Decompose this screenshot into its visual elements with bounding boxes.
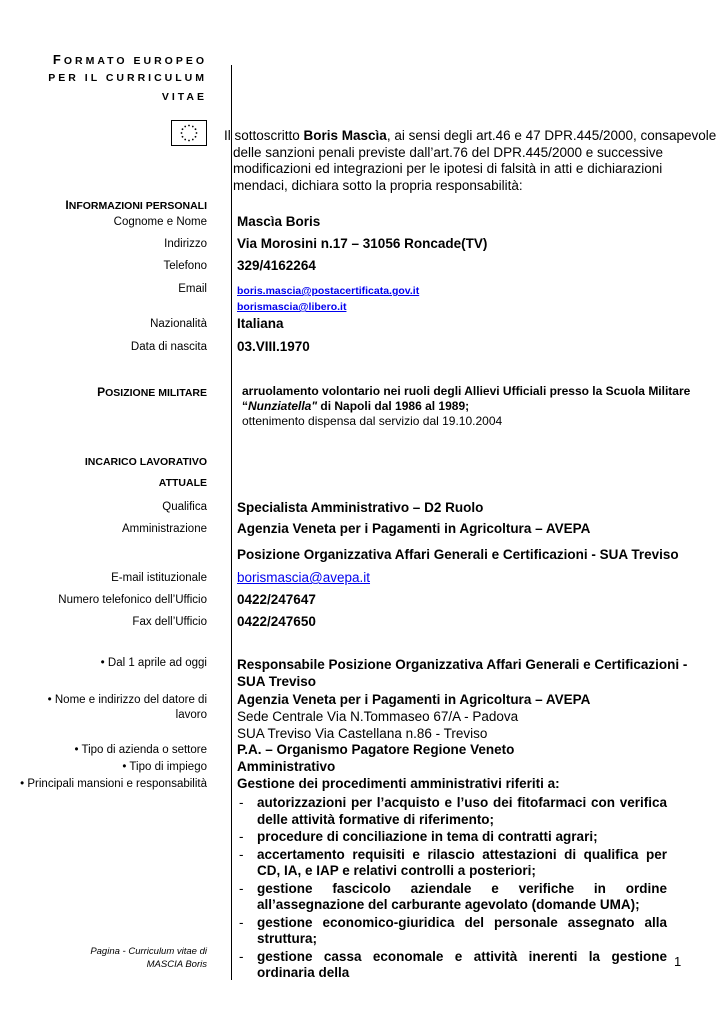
experience-role-line-2: SUA Treviso [237,674,317,689]
intro-line-3: modificazioni ed integrazioni per le ipotesi di falsità in atti e dichiarazioni [233,161,663,176]
intro-line-2: delle sanzioni penali previste dall’art.76 del DPR.445/2000 e successive [233,144,664,160]
footer-line-1: Pagina - Curriculum vitae di [90,946,207,957]
address-label: Indirizzo [164,238,207,250]
qualifica-label: Qualifica [162,501,207,513]
experience-date-label: • Dal 1 aprile ad oggi [100,657,207,669]
qualifica-value: Specialista Amministrativo – D2 Ruolo [237,500,484,515]
nationality-value: Italiana [237,316,284,331]
military-details [242,384,690,429]
employer-address-2: SUA Treviso Via Castellana n.86 - Treviso [237,726,488,741]
duty-item: - accertamento requisiti e rilascio attestazioni di qualifica per CD, IA, e IAP e relativi controlli a posteriori; [239,846,667,878]
page-footer [90,945,207,971]
posizione-value: Posizione Organizzativa Affari Generali e Certificazioni - SUA Treviso [237,547,679,562]
intro-line-4: mendaci, dichiara sotto la propria responsabilità: [233,177,523,193]
duty-item: - procedure di conciliazione in tema di contratti agrari; [239,829,598,844]
current-job-title-1: INCARICO LAVORATIVO [84,456,207,468]
office-phone-label: Numero telefonico dell’Ufficio [58,594,207,606]
email-link-pec[interactable]: boris.mascia@postacertificata.gov.it [237,285,420,297]
phone-value: 329/4162264 [237,258,316,273]
employer-label: • Nome e indirizzo del datore di lavoro [47,694,207,721]
amministrazione-value: Agenzia Veneta per i Pagamenti in Agricoltura – AVEPA [237,521,591,536]
intro-paragraph [224,128,717,194]
duties-label: • Principali mansioni e responsabilità [20,778,207,790]
footer-line-2: MASCIA Boris [146,959,207,970]
duty-item: - gestione cassa economale e attività inerenti la gestione ordinaria della [239,948,667,980]
office-phone-value: 0422/247647 [237,592,316,607]
amministrazione-label: Amministrazione [122,523,207,535]
military-line-2: “Nunziatella" di Napoli dal 1986 al 1989; [242,399,470,413]
duties-list [237,795,667,983]
phone-label: Telefono [163,260,207,272]
email-links [237,283,419,315]
job-type-value: Amministrativo [237,759,336,774]
surname-label: Cognome e Nome [113,216,207,228]
office-fax-value: 0422/247650 [237,614,316,629]
personal-info-title: INFORMAZIONI PERSONALI [65,198,207,212]
cv-header-line-2: PER IL CURRICULUM [48,72,207,84]
intro-line-1: Il sottoscritto Boris Mascìa, ai sensi degli art.46 e 47 DPR.445/2000, consapevole [224,128,717,143]
email-label: Email [178,283,207,295]
nationality-label: Nazionalità [150,318,207,330]
birthdate-label: Data di nascita [130,341,207,353]
work-email-label: E-mail istituzionale [111,572,207,584]
column-divider [231,65,232,980]
military-line-1: arruolamento volontario nei ruoli degli Allievi Ufficiali presso la Scuola Militare [242,384,691,398]
employer-address-1: Sede Centrale Via N.Tommaseo 67/A - Padova [237,709,519,724]
job-type-label: • Tipo di impiego [122,761,207,773]
duty-item: - autorizzazioni per l’acquisto e l’uso dei fitofarmaci con verifica delle attività formative di riferimento; [239,795,667,827]
duty-item: - gestione economico-giuridica del personale assegnato alla struttura; [239,914,667,946]
cv-header-line-3: VITAE [161,91,207,103]
work-email-link[interactable]: borismascia@avepa.it [237,570,371,585]
experience-role-line-1: Responsabile Posizione Organizzativa Affari Generali e Certificazioni - [237,657,688,672]
email-link-libero[interactable]: borismascia@libero.it [237,301,347,313]
work-email-value [237,570,370,585]
employer-details [237,691,590,742]
military-line-3: ottenimento dispensa dal servizio dal 19.10.2004 [242,414,503,428]
sector-value: P.A. – Organismo Pagatore Regione Veneto [237,742,515,757]
employer-name: Agenzia Veneta per i Pagamenti in Agricoltura – AVEPA [237,692,591,707]
duties-intro: Gestione dei procedimenti amministrativi riferiti a: [237,776,560,791]
military-title: POSIZIONE MILITARE [97,385,207,399]
birthdate-value: 03.VIII.1970 [237,339,310,354]
experience-role [237,656,688,690]
duty-item: - gestione fascicolo aziendale e verifiche in ordine all’assegnazione del carburante agevolato (domande UMA); [239,880,667,912]
surname-value: Mascìa Boris [237,214,321,229]
cv-header-line-1: FORMATO EUROPEO [52,52,207,67]
office-fax-label: Fax dell’Ufficio [132,616,207,628]
eu-flag-logo [171,120,207,146]
sector-label: • Tipo di azienda o settore [74,744,207,756]
address-value: Via Morosini n.17 – 31056 Roncade(TV) [237,236,488,251]
page-number: 1 [674,954,682,969]
current-job-title-2: ATTUALE [158,477,207,489]
